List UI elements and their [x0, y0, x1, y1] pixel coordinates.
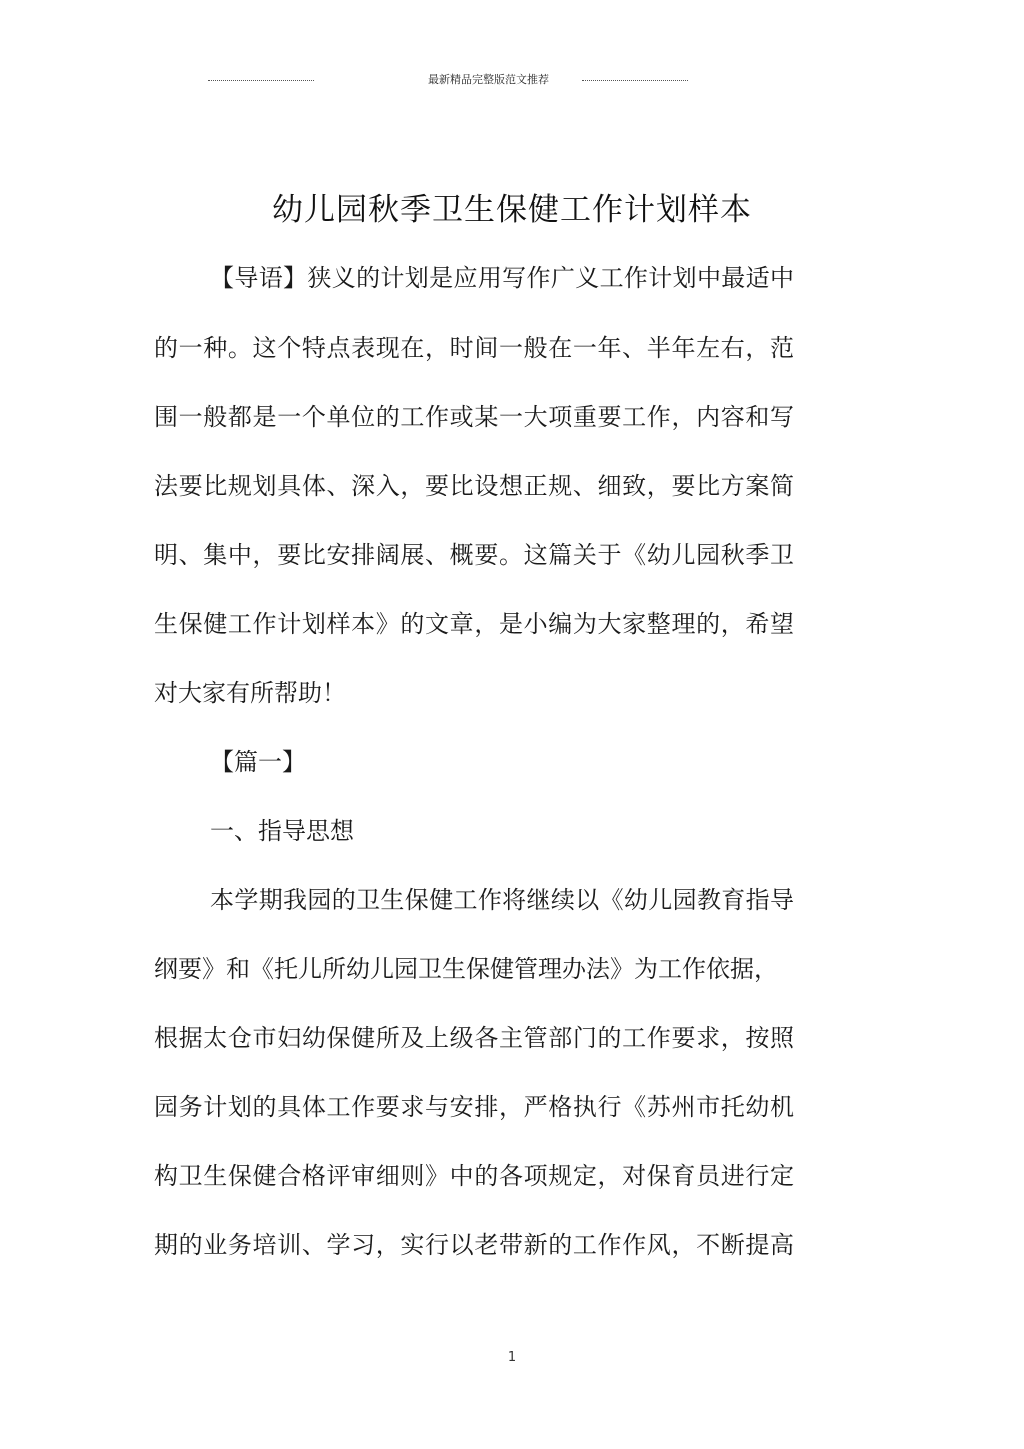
- body-line: 纲要》和《托儿所幼儿园卫生保健管理办法》为工作依据，: [154, 955, 778, 983]
- document-title: 幼儿园秋季卫生保健工作计划样本: [272, 192, 752, 228]
- page-header: [0, 72, 1024, 88]
- section-label: 【篇一】: [210, 748, 306, 776]
- page-number: 1: [507, 1350, 517, 1365]
- header-dotted-rule-right: [582, 80, 688, 81]
- intro-line: 明、集中，要比安排阔展、概要。这篇关于《幼儿园秋季卫: [154, 541, 794, 569]
- body-line: 本学期我园的卫生保健工作将继续以《幼儿园教育指导: [210, 886, 794, 914]
- intro-line: 围一般都是一个单位的工作或某一大项重要工作，内容和写: [154, 403, 794, 431]
- body-line: 根据太仓市妇幼保健所及上级各主管部门的工作要求，按照: [154, 1024, 794, 1052]
- intro-line: 生保健工作计划样本》的文章，是小编为大家整理的，希望: [154, 610, 794, 638]
- header-dotted-rule-left: [208, 80, 314, 81]
- body-line: 构卫生保健合格评审细则》中的各项规定，对保育员进行定: [154, 1162, 794, 1190]
- intro-line: 的一种。这个特点表现在，时间一般在一年、半年左右，范: [154, 334, 794, 362]
- header-text: 最新精品完整版范文推荐: [428, 73, 549, 86]
- intro-line: 【导语】狭义的计划是应用写作广义工作计划中最适中: [210, 264, 794, 292]
- intro-line: 对大家有所帮助！: [154, 679, 346, 707]
- section-heading: 一、指导思想: [210, 817, 354, 845]
- body-line: 园务计划的具体工作要求与安排，严格执行《苏州市托幼机: [154, 1093, 794, 1121]
- intro-line: 法要比规划具体、深入，要比设想正规、细致，要比方案简: [154, 472, 794, 500]
- body-line: 期的业务培训、学习，实行以老带新的工作作风，不断提高: [154, 1231, 794, 1259]
